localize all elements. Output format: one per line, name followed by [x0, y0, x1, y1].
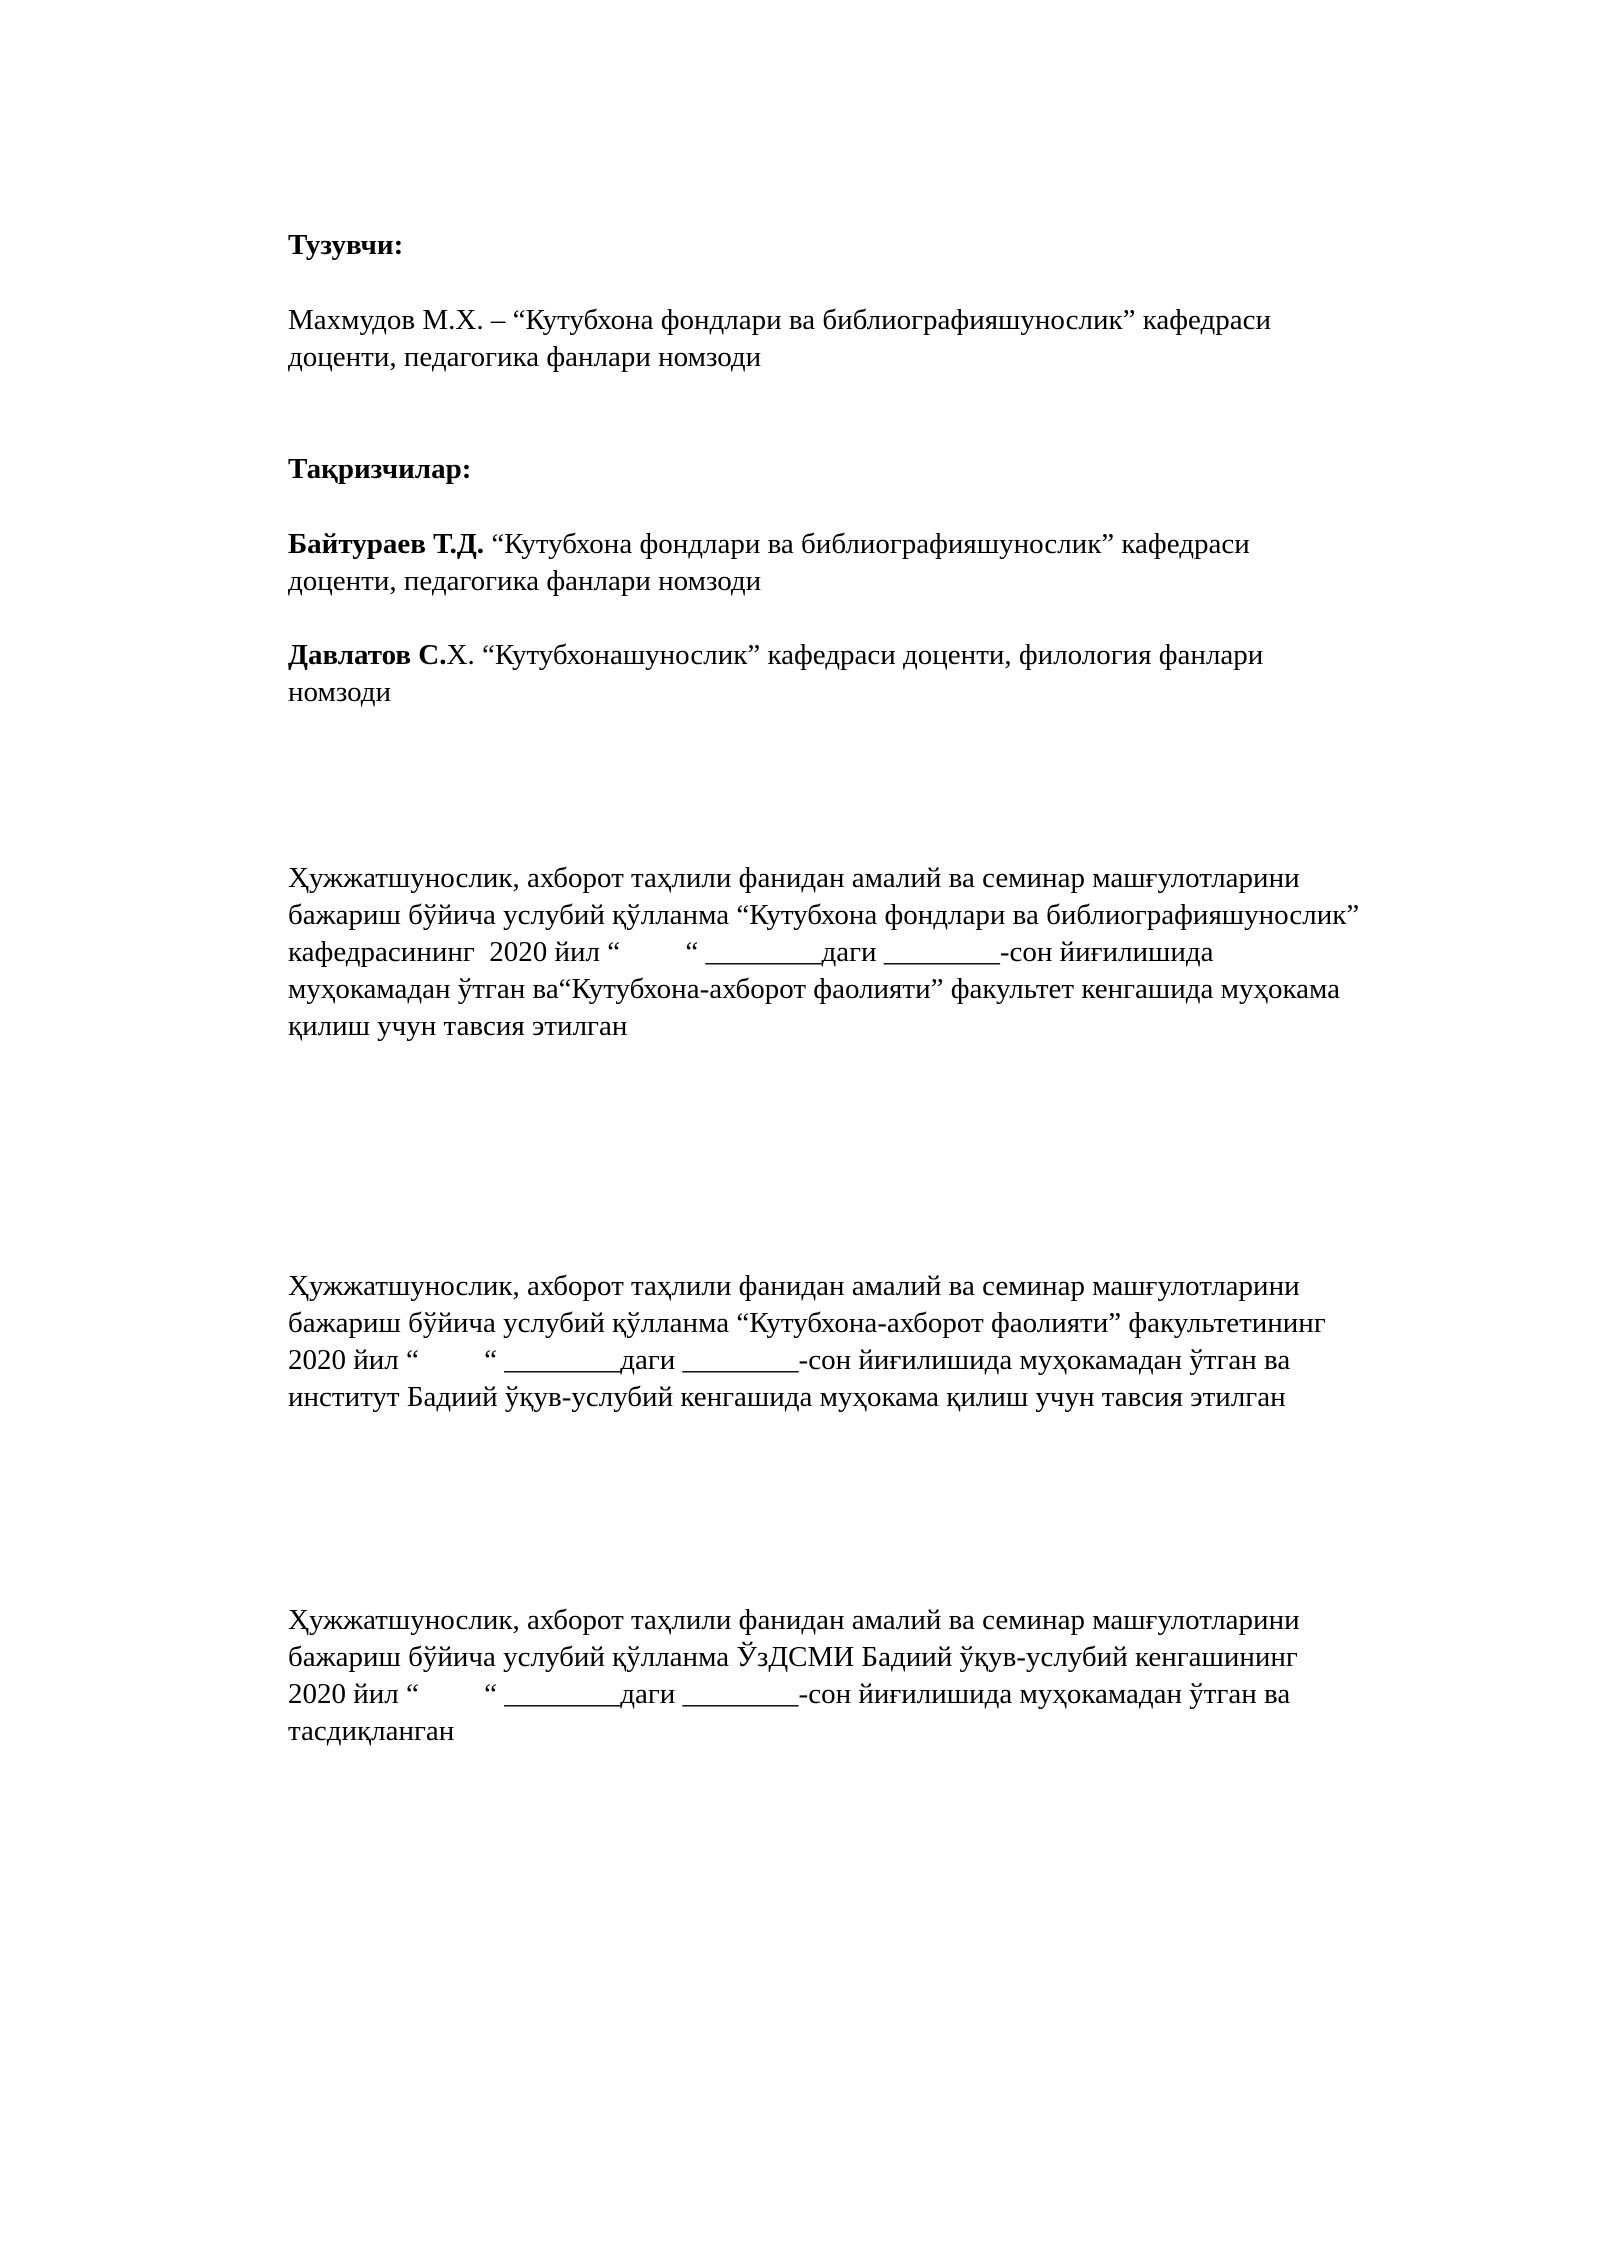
approval-paragraph-1: Ҳужжатшунослик, ахборот таҳлили фанидан амалий ва семинар машғулотларини бажариш бўйича услубий қўлланма “Кутубхона фондлари ва библиографияшунослик” кафедрасининг 2020 йил “ “ ________даги ________-сон йиғилишида муҳокамадан ўтган ва“Кутубхона-ахборот фаолияти” факультет кенгашида муҳокама қилиш учун тавсия этилган: [288, 862, 1360, 1042]
reviewer-text-2: Х. “Кутубхонашунослик” кафедраси доценти, филология фанлари номзоди: [288, 639, 1264, 708]
reviewer-text-1: “Кутубхона фондлари ва библиографияшунослик” кафедраси доценти, педагогика фанлари номзоди: [288, 528, 1250, 597]
reviewer-name-2: Давлатов С.: [288, 639, 447, 671]
reviewer-name-1: Байтураев Т.Д.: [288, 528, 485, 560]
approval-paragraph-3: Ҳужжатшунослик, ахборот таҳлили фанидан амалий ва семинар машғулотларини бажариш бўйича услубий қўлланма ЎзДСМИ Бадиий ўқув-услубий кенгашининг 2020 йил “ “ ________даги ________-сон йиғилишида муҳокамадан ўтган ва тасдиқланган: [288, 1604, 1300, 1747]
reviewer-entry-1: [288, 526, 1518, 600]
reviewers-heading: Тақризчилар:: [288, 453, 472, 485]
compiler-text: Махмудов М.Х. – “Кутубхона фондлари ва библиографияшунослик” кафедраси доценти, педагогика фанлари номзоди: [288, 304, 1272, 373]
compiler-heading: Тузувчи:: [288, 229, 404, 261]
reviewer-entry-2: [288, 637, 1518, 711]
approval-paragraph-2: Ҳужжатшунослик, ахборот таҳлили фанидан амалий ва семинар машғулотларини бажариш бўйича услубий қўлланма “Кутубхона-ахборот фаолияти” факультетининг 2020 йил “ “ ________даги ________-сон йиғилишида муҳокамадан ўтган ва институт Бадиий ўқув-услубий кенгашида муҳокама қилиш учун тавсия этилган: [288, 1270, 1326, 1413]
